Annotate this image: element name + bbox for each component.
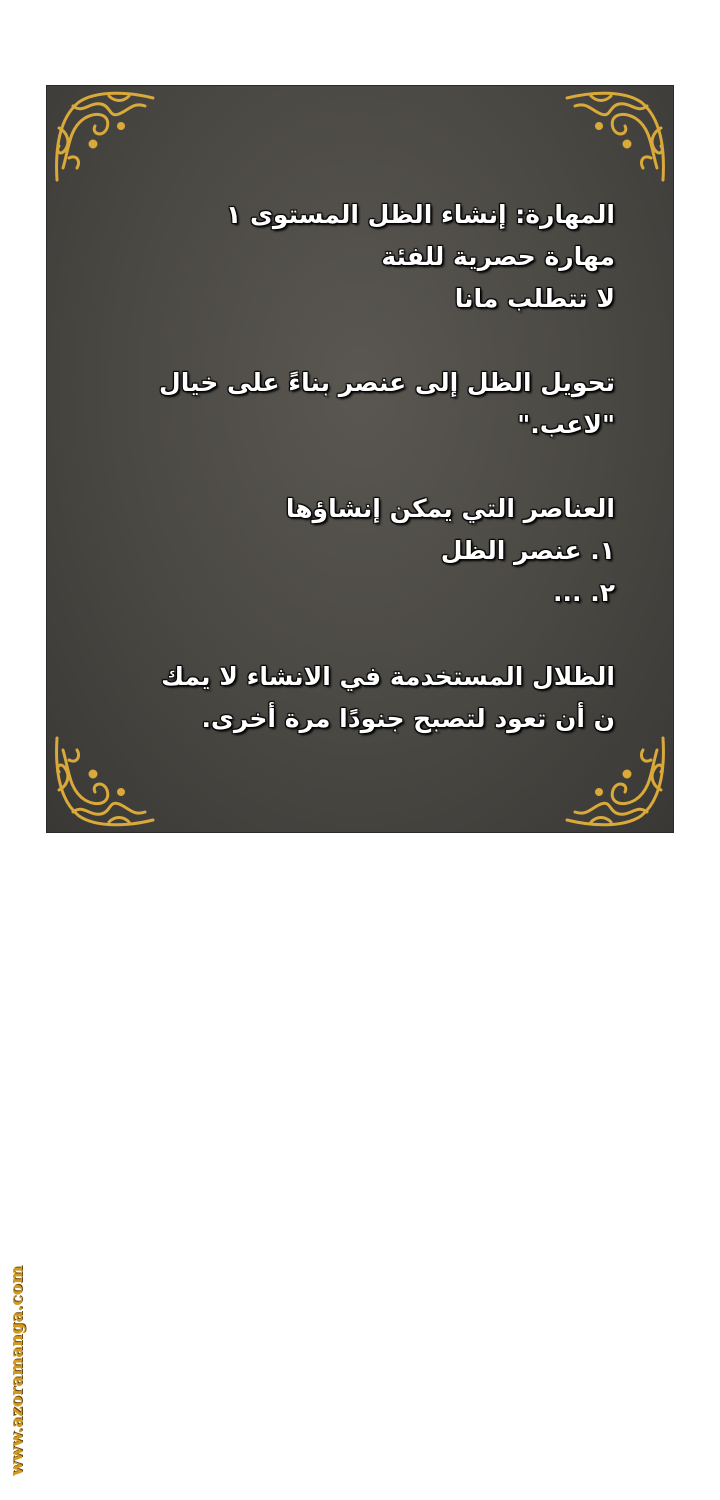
- skill-description: [155, 194, 615, 740]
- skill-mana-cost: لا تتطلب مانا: [454, 284, 615, 313]
- corner-ornament-icon: [561, 88, 671, 188]
- skill-note-line-1: الظلال المستخدمة في الانشاء لا يمك: [161, 662, 615, 691]
- creatable-item-1: ١. عنصر الظل: [440, 536, 615, 565]
- skill-effect-line-2: "لاعب.": [517, 410, 615, 439]
- corner-ornament-icon: [49, 88, 159, 188]
- creatable-items-heading: العناصر التي يمكن إنشاؤها: [285, 494, 615, 523]
- spacer: [155, 320, 615, 362]
- watermark-text: www.azoramanga.com: [7, 1265, 27, 1476]
- skill-panel: [46, 85, 674, 833]
- skill-effect-line-1: تحويل الظل إلى عنصر بناءً على خيال: [159, 368, 615, 397]
- corner-ornament-icon: [49, 730, 159, 830]
- skill-title: المهارة: إنشاء الظل المستوى ١: [226, 200, 615, 229]
- skill-class-exclusive: مهارة حصرية للفئة: [381, 242, 615, 271]
- spacer: [155, 446, 615, 488]
- creatable-item-2: ٢. ...: [553, 578, 615, 607]
- site-watermark: [4, 1248, 30, 1493]
- corner-ornament-icon: [561, 730, 671, 830]
- spacer: [155, 614, 615, 656]
- skill-note-line-2: ن أن تعود لتصبح جنودًا مرة أخرى.: [201, 704, 615, 733]
